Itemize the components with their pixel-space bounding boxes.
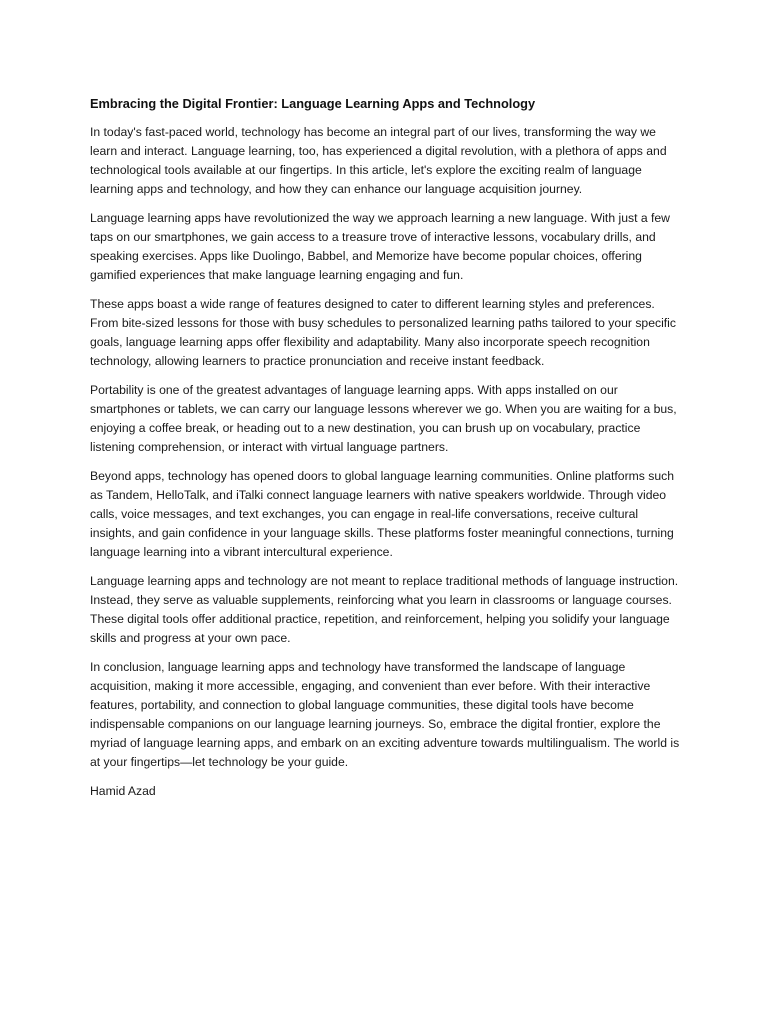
paragraph-conclusion: In conclusion, language learning apps and technology have transformed the landscape of language acquisition, making it more accessible, engaging, and convenient than ever before. With their interactive features, portability, and connection to global language communities, these digital tools have become indispensable companions on our language learning journeys. So, embrace the digital frontier, explore the myriad of language learning apps, and embark on an exciting adventure towards multilingualism. The world is at your fingertips—let technology be your guide. <box>90 660 680 769</box>
document-body <box>90 94 682 801</box>
author-signature: Hamid Azad <box>90 784 156 798</box>
paragraph-communities: Beyond apps, technology has opened doors to global language learning communities. Online platforms such as Tandem, HelloTalk, and iTalki connect language learners with native speakers worldwide. Through video calls, voice messages, and text exchanges, you can engage in real-life conversations, receive cultural insights, and gain confidence in your language skills. These platforms foster meaningful connections, turning language learning into a vibrant intercultural experience. <box>90 469 675 559</box>
paragraph-intro: In today's fast-paced world, technology has become an integral part of our lives, transforming the way we learn and interact. Language learning, too, has experienced a digital revolution, with a plethora of apps and technological tools available at our fingertips. In this article, let's explore the exciting realm of language learning apps and technology, and how they can enhance our language acquisition journey. <box>90 125 667 196</box>
paragraph-supplements: Language learning apps and technology are not meant to replace traditional methods of language instruction. Instead, they serve as valuable supplements, reinforcing what you learn in classrooms or language courses. These digital tools offer additional practice, repetition, and reinforcement, helping you solidify your language skills and progress at your own pace. <box>90 574 679 645</box>
paragraph-portability: Portability is one of the greatest advantages of language learning apps. With apps installed on our smartphones or tablets, we can carry our language lessons wherever we go. When you are waiting for a bus, enjoying a coffee break, or heading out to a new destination, you can brush up on vocabulary, practice listening comprehension, or interact with virtual language partners. <box>90 383 677 454</box>
document-title: Embracing the Digital Frontier: Language Learning Apps and Technology <box>90 96 536 111</box>
paragraph-apps-revolution: Language learning apps have revolutionized the way we approach learning a new language. With just a few taps on our smartphones, we gain access to a treasure trove of interactive lessons, vocabulary drills, and speaking exercises. Apps like Duolingo, Babbel, and Memorize have become popular choices, offering gamified experiences that make language learning engaging and fun. <box>90 211 670 282</box>
paragraph-features: These apps boast a wide range of features designed to cater to different learning styles and preferences. From bite-sized lessons for those with busy schedules to personalized learning paths tailored to your specific goals, language learning apps offer flexibility and adaptability. Many also incorporate speech recognition technology, allowing learners to practice pronunciation and receive instant feedback. <box>90 297 676 368</box>
